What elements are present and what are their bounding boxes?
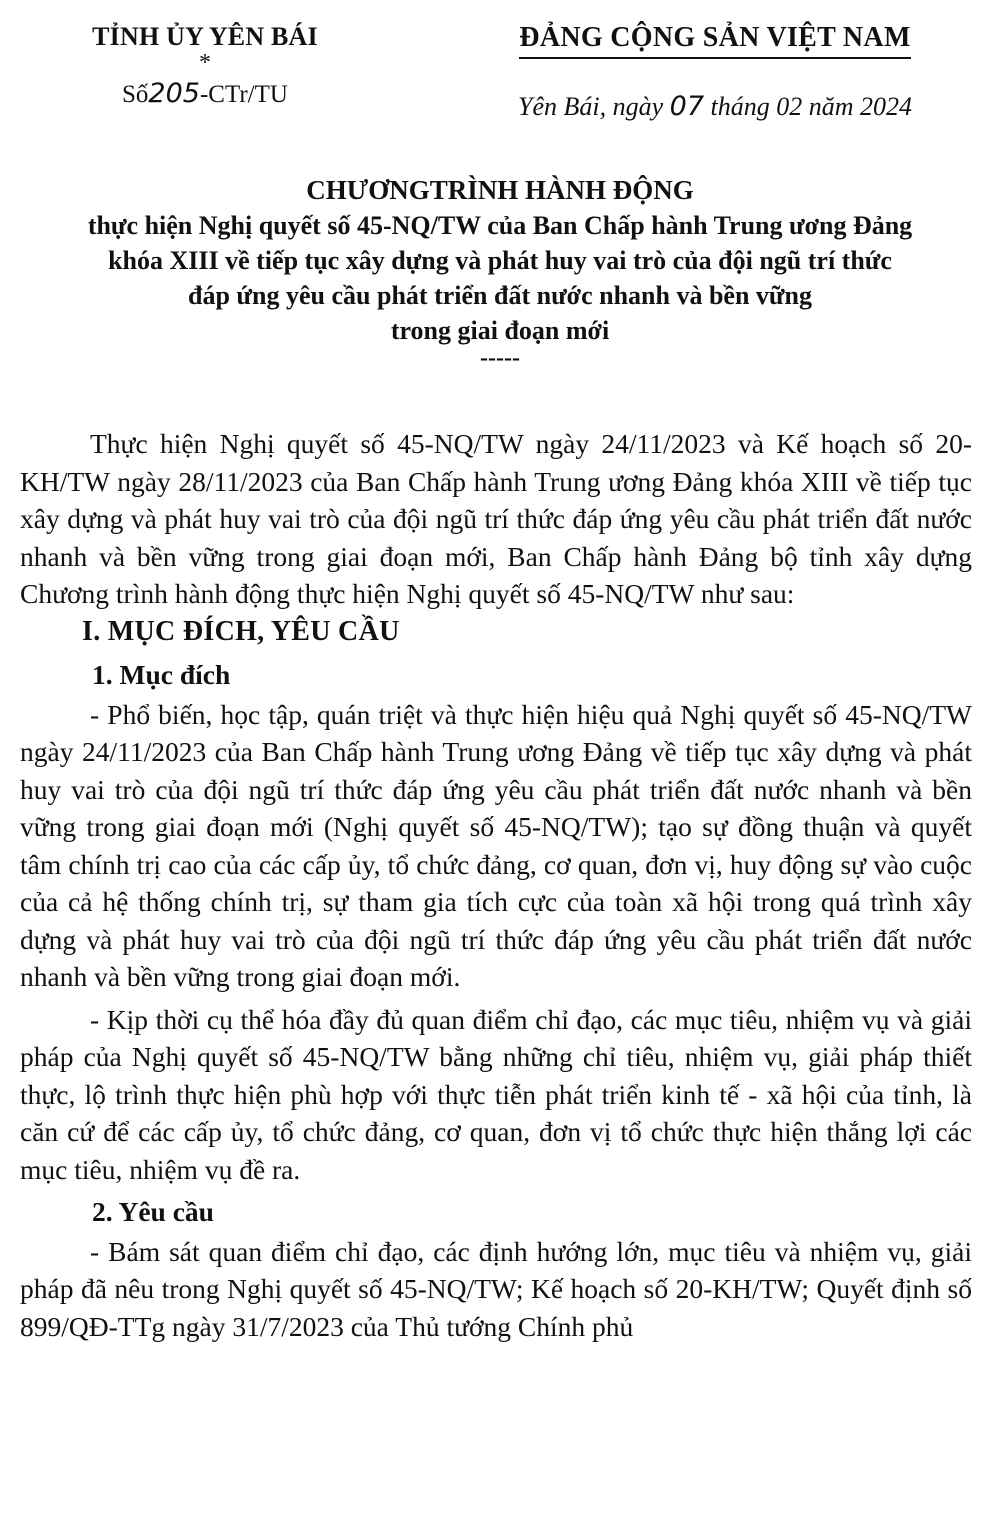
- party-name: ĐẢNG CỘNG SẢN VIỆT NAM: [519, 22, 910, 59]
- purpose-paragraph-2: - Kịp thời cụ thể hóa đầy đủ quan điểm chỉ đạo, các mục tiêu, nhiệm vụ và giải pháp của Nghị quyết số 45-NQ/TW bằng những chỉ tiêu, nhiệm vụ, giải pháp thiết thực, lộ trình thực hiện phù hợp với thực tiễn phát triển kinh tế - xã hội của tỉnh, là căn cứ để các cấp ủy, tổ chức đảng, cơ quan, đơn vị tổ chức thực hiện thắng lợi các mục tiêu, nhiệm vụ đề ra.: [20, 1003, 972, 1185]
- handwritten-number: 205: [148, 78, 200, 109]
- star-mark: *: [199, 50, 211, 76]
- number-suffix: -CTr/TU: [199, 81, 288, 108]
- date-line: [490, 91, 940, 122]
- date-prefix: Yên Bái, ngày: [517, 92, 664, 121]
- title-main: CHƯƠNGTRÌNH HÀNH ĐỘNG: [306, 175, 694, 205]
- title-separator: -----: [480, 345, 520, 371]
- subsection-heading-purpose: 1. Mục đích: [92, 659, 231, 690]
- handwritten-day: 07: [669, 91, 704, 122]
- document-body: [20, 425, 972, 1345]
- document-number: [55, 78, 355, 109]
- document-title: [20, 172, 980, 371]
- purpose-paragraph-1: - Phổ biến, học tập, quán triệt và thực hiện hiệu quả Nghị quyết số 45-NQ/TW ngày 24/11/2023 của Ban Chấp hành Trung ương Đảng về tiếp tục xây dựng và phát huy vai trò của đội ngũ trí thức đáp ứng yêu cầu phát triển đất nước nhanh và bền vững trong giai đoạn mới (Nghị quyết số 45-NQ/TW); tạo sự đồng thuận và quyết tâm chính trị cao của các cấp ủy, tổ chức đảng, cơ quan, đơn vị, huy động sự vào cuộc của cả hệ thống chính trị, sự tham gia tích cực của toàn xã hội trong quá trình xây dựng và phát huy vai trò của đội ngũ trí thức đáp ứng yêu cầu phát triển đất nước nhanh và bền vững trong giai đoạn mới.: [20, 698, 972, 992]
- title-line-4: trong giai đoạn mới: [390, 316, 610, 345]
- title-line-1: thực hiện Nghị quyết số 45-NQ/TW của Ban Chấp hành Trung ương Đảng: [87, 211, 913, 240]
- title-line-2: khóa XIII về tiếp tục xây dựng và phát huy vai trò của đội ngũ trí thức: [108, 246, 892, 275]
- issuer-name: TỈNH ỦY YÊN BÁI: [92, 22, 318, 51]
- section-heading: I. MỤC ĐÍCH, YÊU CẦU: [82, 615, 400, 647]
- title-line-3: đáp ứng yêu cầu phát triển đất nước nhanh và bền vững: [188, 281, 812, 310]
- party-block: [490, 22, 940, 122]
- issuer-block: [55, 22, 355, 109]
- requirements-paragraph-1: - Bám sát quan điểm chỉ đạo, các định hướng lớn, mục tiêu và nhiệm vụ, giải pháp đã nêu trong Nghị quyết số 45-NQ/TW; Kế hoạch số 20-KH/TW; Quyết định số 899/QĐ-TTg ngày 31/7/2023 của Thủ tướng Chính phủ: [20, 1235, 972, 1342]
- date-suffix: tháng 02 năm 2024: [710, 92, 912, 121]
- subsection-heading-requirements: 2. Yêu cầu: [92, 1196, 214, 1227]
- intro-paragraph: Thực hiện Nghị quyết số 45-NQ/TW ngày 24/11/2023 và Kế hoạch số 20-KH/TW ngày 28/11/2023 của Ban Chấp hành Trung ương Đảng khóa XIII về tiếp tục xây dựng và phát huy vai trò của đội ngũ trí thức đáp ứng yêu cầu phát triển đất nước nhanh và bền vững trong giai đoạn mới, Ban Chấp hành Đảng bộ tỉnh xây dựng Chương trình hành động thực hiện Nghị quyết số 45-NQ/TW như sau:: [20, 428, 972, 609]
- number-prefix: Số: [122, 81, 149, 108]
